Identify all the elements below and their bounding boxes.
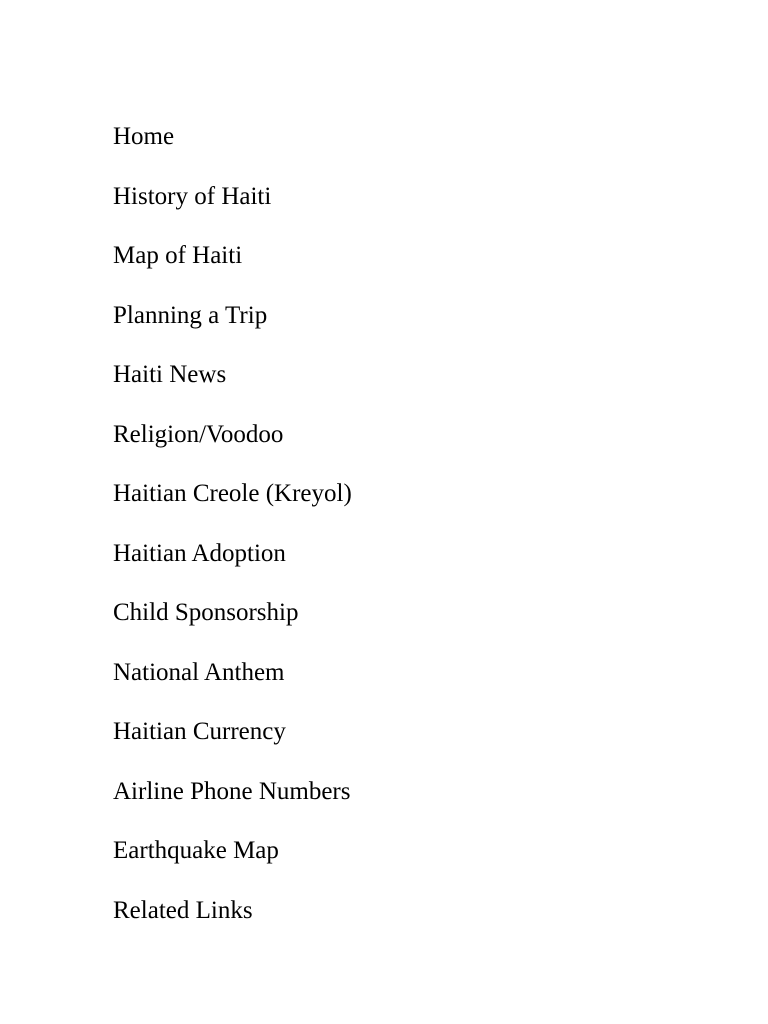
nav-item-child-sponsorship [113, 594, 352, 654]
nav-link-related-links[interactable]: Related Links [113, 896, 253, 924]
nav-link-planning-a-trip[interactable]: Planning a Trip [113, 301, 268, 329]
nav-link-haitian-currency[interactable]: Haitian Currency [113, 718, 286, 745]
nav-item-national-anthem [113, 654, 352, 714]
nav-menu [113, 118, 352, 951]
nav-item-haiti-news [113, 356, 352, 416]
nav-item-history-of-haiti [113, 178, 352, 238]
nav-item-home [113, 118, 352, 178]
nav-item-earthquake-map [113, 832, 352, 892]
nav-link-haitian-adoption[interactable]: Haitian Adoption [113, 539, 286, 567]
nav-link-airline-phone-numbers[interactable]: Airline Phone Numbers [113, 777, 351, 805]
nav-link-national-anthem[interactable]: National Anthem [113, 658, 285, 686]
nav-link-haiti-news[interactable]: Haiti News [113, 361, 227, 388]
nav-item-religion-voodoo [113, 416, 352, 476]
nav-link-child-sponsorship[interactable]: Child Sponsorship [113, 599, 299, 626]
nav-item-airline-phone-numbers [113, 773, 352, 833]
nav-item-map-of-haiti [113, 237, 352, 297]
nav-link-map-of-haiti[interactable]: Map of Haiti [113, 242, 243, 269]
nav-link-haitian-creole[interactable]: Haitian Creole (Kreyol) [113, 480, 352, 507]
nav-item-planning-a-trip [113, 297, 352, 357]
nav-item-related-links [113, 892, 352, 952]
nav-item-haitian-currency [113, 713, 352, 773]
nav-link-earthquake-map[interactable]: Earthquake Map [113, 837, 279, 864]
nav-item-haitian-creole [113, 475, 352, 535]
nav-link-history-of-haiti[interactable]: History of Haiti [113, 182, 272, 210]
nav-link-home[interactable]: Home [113, 123, 175, 150]
nav-item-haitian-adoption [113, 535, 352, 595]
nav-link-religion-voodoo[interactable]: Religion/Voodoo [113, 420, 284, 448]
